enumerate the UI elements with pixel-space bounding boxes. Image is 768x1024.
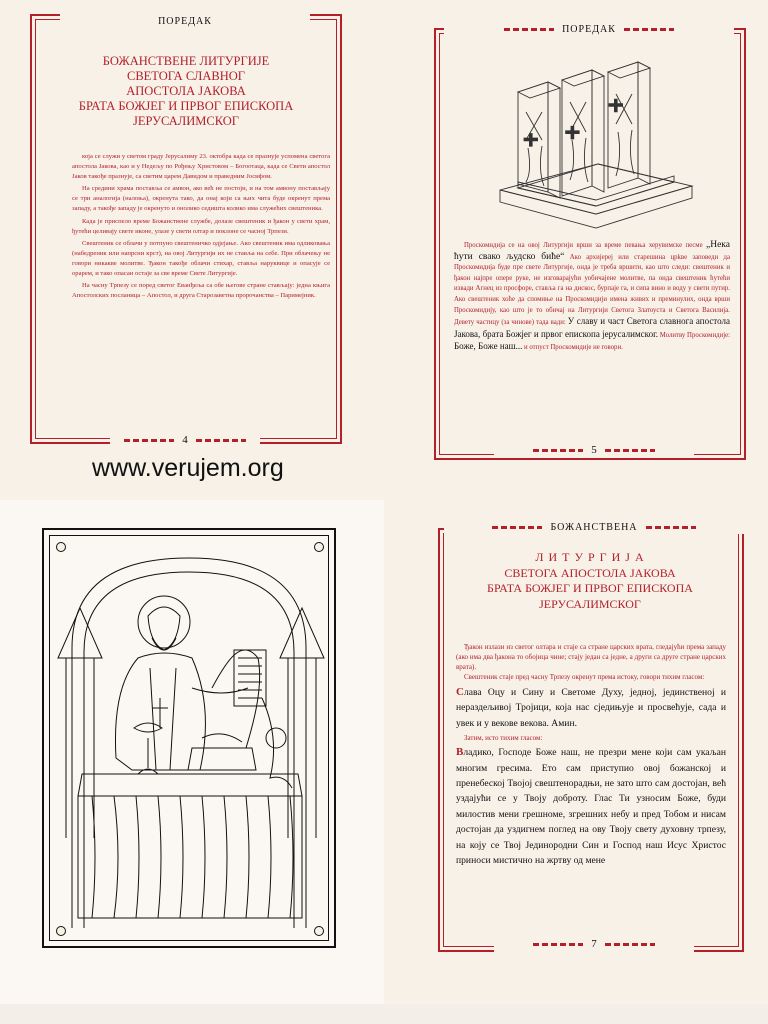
page-5-header [444, 22, 734, 36]
commemoration-words: У славу и част Светога славнога апостола Јакова, брата Божјег и првог епископа јерусалимског. [454, 316, 730, 339]
next-pages-strip [0, 1004, 768, 1024]
page-7-title-line: СВЕТОГА АПОСТОЛА ЈАКОВА [504, 565, 676, 580]
prayer-master [456, 745, 726, 868]
header-ornament [624, 28, 674, 31]
page-7-footer [494, 936, 694, 952]
page-7-title-line: Л И Т У Р Г И Ј А [535, 550, 645, 564]
site-watermark: www.verujem.org [92, 454, 284, 482]
footer-ornament [605, 449, 655, 452]
page-4-title-line: АПОСТОЛА ЈАКОВА [126, 84, 246, 98]
closing-rubric: и отпуст Проскомидије не говори. [524, 344, 623, 352]
page-4-paragraph: Када је приспело време Божанствене службе, долазе свештеник и ђакон у свети храм, ђутећи целивају свете иконе, улазе у свети олтар и поклоне се часној Трпези. [72, 217, 330, 235]
frame-corner-bottom-left [56, 926, 66, 936]
page-4-title-line: БОЖАНСТВЕНЕ ЛИТУРГИЈЕ [102, 54, 270, 68]
page-4-paragraph: На часну Трпезу се поред светог Еванђеља са обе његове стране стављају: једна књига Апостолских посланица – Апостол, и друга Старозаветна пророчанства – Паримејник. [72, 282, 330, 300]
prayer-glory-text: лава Оцу и Сину и Светоме Духу, једној, јединственој и нераздељивој Тројици, која нас сједињује и просвећује, сада и увек и у векове векова. Амин. [456, 687, 726, 729]
page-5-header-title: ПОРЕДАК [562, 23, 616, 35]
page-7-title-line: ЈЕРУСАЛИМСКОГ [539, 596, 641, 611]
page-7-number: 7 [591, 938, 597, 950]
proskomedia-rubric: Ако архијереј или старешина црkве заповеди да Проскомидија буде пре свете Литургије, онда је треба вршити, као што следи: свештеник и ђакон најпре опере руке, не изговарајући уобичајене молитве, па онда свештеник ћутећи извади Агнец из просфоре, ставља га на дискос, бурпаје га, и сипа вино и воду у свети путир. Ако свештеник хоће да спомиње на Проскомидији имена живих и преминулих, онда врши Проскомидију, као што је то обичај на Литургији Светога Златоуста и Светога Василија. Девету частицу (за чинове) тада вади: [454, 253, 730, 327]
header-ornament [492, 526, 542, 529]
prayer-master-text: ладико, Господе Боже наш, не презри мене који сам укаљан многим гресима. Ето сам приступио овој божанској и пренебеској Твојој свештенорадњи, не зато што сам достојан, већ уздајући се у Твоју доброту. Глас Ти узносим Боже, буди милостив мени грешноме, згрешних небу и пред Тобом и нисам достојан да уздигнем поглед на ову Твоју свету духовну трпезу, на коју се Твој Јединородни Син и Господ наш Исус Христос приноси мистично на жртву од мене [456, 747, 726, 867]
page-4-paragraph: која се служи у светом граду Јерусалиму 23. октобра када се празнује успомена светога апостола Јакова, као и у Недељу по Рођењу Христовом – Богоотаца, када се Свети апостол Јаков такође празнује, са светим царем Давидом и праведним Јосифом. [72, 153, 330, 181]
page-5-number: 5 [591, 444, 597, 456]
page-4-header-title: ПОРЕДАК [158, 15, 212, 27]
page-6 [0, 500, 384, 1004]
page-7-header [444, 520, 744, 534]
page-5-footer [494, 442, 694, 458]
prayer-words: Боже, Боже наш... [454, 341, 523, 352]
rubric-priest: Свештеник стаје пред часну Трпезу окренут према истоку, говори тихим гласом: [464, 673, 705, 681]
page-4 [0, 0, 384, 500]
three-altar-covers-illustration [488, 52, 698, 232]
initial-s: С [456, 686, 464, 698]
page-7-title [454, 550, 726, 612]
prayer-rubric: Молитву Проскомидије: [659, 331, 731, 339]
rubric-deacon: Ђакон излази из светог олтара и стаје са стране царских врата, гледајући према западу (ако има два ђакона то обојица чине; стају један са једне, а други са друге стране царских врата). [456, 643, 726, 671]
page-4-title-line: СВЕТОГА СЛАВНОГ [127, 69, 245, 83]
page-7-header-title: БОЖАНСТВЕНА [550, 521, 638, 533]
prayer-glory [456, 685, 726, 731]
proskomedia-intro: Проскомидија се на овој Литургији врши за време певања херувимске песме [464, 242, 703, 249]
frame-corner-top-left [56, 542, 66, 552]
footer-ornament [533, 449, 583, 452]
page-4-number: 4 [182, 434, 188, 446]
footer-ornament [605, 943, 655, 946]
initial-v: В [456, 746, 464, 759]
footer-ornament [124, 439, 174, 442]
footer-ornament [533, 943, 583, 946]
page-7-title-line: БРАТА БОЖЈЕГ И ПРВОГ ЕПИСКОПА [487, 581, 693, 595]
page-4-paragraph: На средини храма поставља се амвон, ако већ не постоји, и на том амвону постављају се три аналогија (налоња), окренута тако, да онај који са њих чита буде окренут према западу, а такође западу је окренуто и онолико седишта колико има служећих свештеника. [72, 185, 330, 213]
page-4-title-line: БРАТА БОЖЈЕГ И ПРВОГ ЕПИСКОПА [78, 99, 294, 113]
page-4-footer [110, 432, 260, 448]
page-4-body [72, 152, 330, 303]
page-7-body [456, 642, 726, 868]
frame-corner-bottom-right [314, 926, 324, 936]
header-ornament [504, 28, 554, 31]
footer-ornament [196, 439, 246, 442]
header-ornament [646, 526, 696, 529]
rubric-then: Затим, исто тихим гласом: [464, 734, 543, 743]
page-4-header [60, 14, 310, 28]
hymn-title: „Нека ћути свако људско биће“ [454, 240, 730, 262]
frame-corner-top-right [314, 542, 324, 552]
page-7 [384, 500, 768, 1004]
page-5 [384, 0, 768, 500]
saint-james-icon-illustration [52, 538, 326, 938]
page-4-title-line: ЈЕРУСАЛИМСКОГ [133, 114, 239, 128]
page-5-body [454, 240, 730, 354]
page-4-title [50, 54, 322, 129]
page-4-paragraph: Свештеник се облачи у потпуно свештеничко одјејање. Ако свештеник има одликовања (набедреник или напрсни крст), на овој Литургији их не ставља на себе. При облачењу не говори никакве молитве. Ђакон такође облачи стихар, ставља наруквице и опасује се орарем, и тако опасан остаје за све време Свете Литургије. [72, 239, 330, 278]
